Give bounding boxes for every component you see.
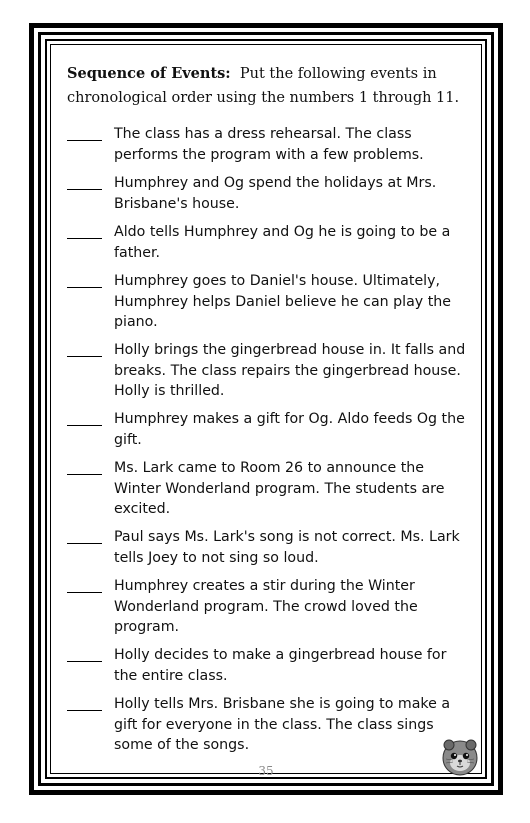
list-item xyxy=(67,409,467,458)
list-item xyxy=(67,694,467,756)
event-text: The class has a dress rehearsal. The class performs the program with a few problems. xyxy=(114,126,424,163)
event-list xyxy=(67,124,467,756)
event-text: Holly decides to make a gingerbread house for the entire class. xyxy=(114,647,447,684)
list-item xyxy=(67,173,467,222)
list-item xyxy=(67,527,467,576)
answer-blank[interactable] xyxy=(67,175,102,190)
event-text: Holly brings the gingerbread house in. It falls and breaks. The class repairs the gingerbread house. Holly is thrilled. xyxy=(114,342,466,400)
answer-blank[interactable] xyxy=(67,696,102,711)
answer-blank[interactable] xyxy=(67,647,102,662)
answer-blank[interactable] xyxy=(67,273,102,288)
event-text: Humphrey creates a stir during the Winter Wonderland program. The crowd loved the program. xyxy=(114,578,418,636)
instruction-text: Put the following events in chronological order using the numbers 1 through 11. xyxy=(67,66,460,106)
event-text: Humphrey makes a gift for Og. Aldo feeds Og the gift. xyxy=(114,411,465,448)
list-item xyxy=(67,222,467,271)
answer-blank[interactable] xyxy=(67,342,102,357)
event-text: Humphrey and Og spend the holidays at Mrs. Brisbane's house. xyxy=(114,175,437,212)
answer-blank[interactable] xyxy=(67,460,102,475)
section-title: Sequence of Events: xyxy=(67,65,231,82)
answer-blank[interactable] xyxy=(67,411,102,426)
event-text: Humphrey goes to Daniel's house. Ultimately, Humphrey helps Daniel believe he can play the piano. xyxy=(114,273,451,331)
answer-blank[interactable] xyxy=(67,224,102,239)
list-item xyxy=(67,458,467,527)
event-text: Aldo tells Humphrey and Og he is going to be a father. xyxy=(114,224,451,261)
page-number: 35 xyxy=(258,764,274,778)
list-item xyxy=(67,645,467,694)
list-item xyxy=(67,340,467,409)
event-text: Ms. Lark came to Room 26 to announce the Winter Wonderland program. The students are excited. xyxy=(114,460,445,518)
answer-blank[interactable] xyxy=(67,529,102,544)
event-text: Holly tells Mrs. Brisbane she is going to make a gift for everyone in the class. The class sings some of the songs. xyxy=(114,696,451,754)
hamster-icon xyxy=(440,737,480,777)
event-text: Paul says Ms. Lark's song is not correct. Ms. Lark tells Joey to not sing so loud. xyxy=(114,529,460,566)
answer-blank[interactable] xyxy=(67,126,102,141)
answer-blank[interactable] xyxy=(67,578,102,593)
instructions xyxy=(67,62,467,110)
list-item xyxy=(67,576,467,645)
list-item xyxy=(67,124,467,173)
list-item xyxy=(67,271,467,340)
